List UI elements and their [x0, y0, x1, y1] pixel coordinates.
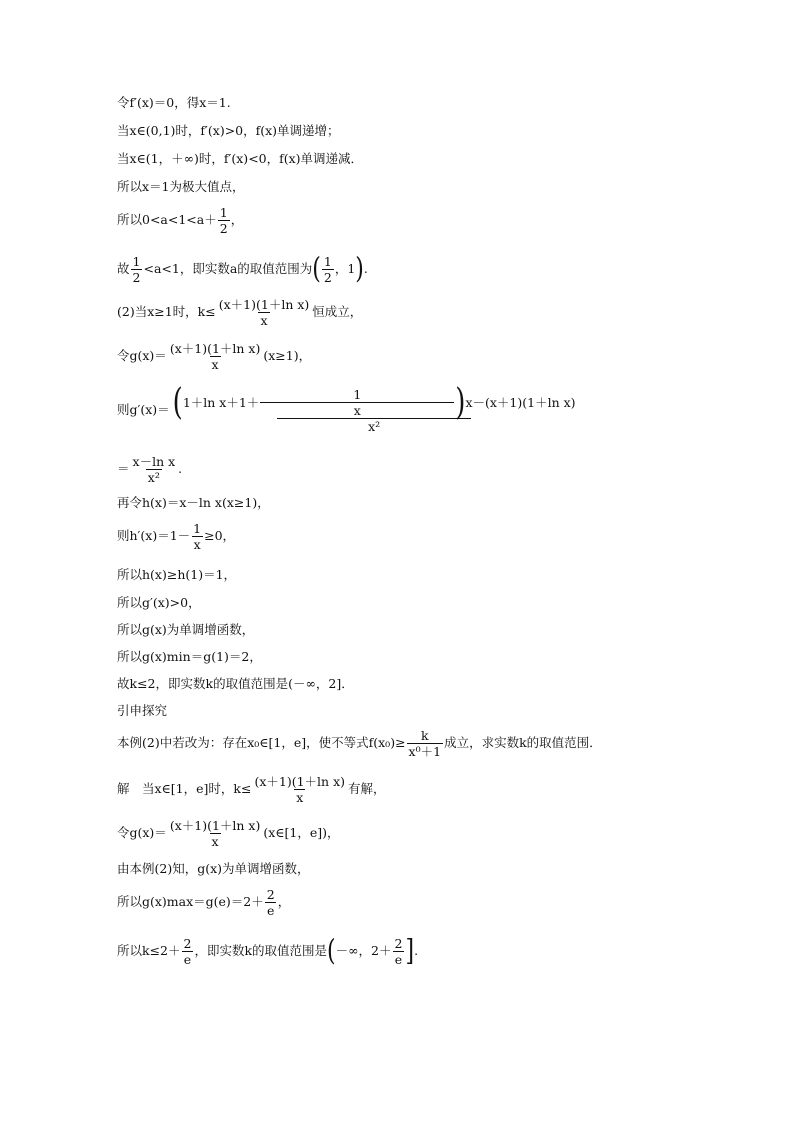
- text-line-18: [117, 729, 602, 758]
- line-text: 所以g(x)为单调增函数，: [117, 622, 255, 637]
- line-text: ，1: [334, 261, 356, 277]
- line-text: 故k≤2，即实数k的取值范围是(－∞，2]．: [117, 676, 354, 691]
- fraction: [407, 729, 444, 758]
- text-line-16: [117, 651, 262, 664]
- fraction-numerator: (x＋1)(1＋ln x): [169, 341, 261, 356]
- text-line-20: [117, 819, 340, 848]
- text-line-22: [117, 888, 290, 917]
- text-line-14: [117, 597, 201, 610]
- text-line-10: [117, 455, 182, 484]
- line-text: 本例(2)中若改为：存在x₀∈[1，e]，使不等式f(x₀)≥: [117, 735, 406, 751]
- open-paren: (: [327, 934, 336, 968]
- line-text: 令f′(x)＝0，得x＝1.: [117, 95, 231, 110]
- fraction: [218, 206, 230, 235]
- fraction: [252, 775, 347, 804]
- line-text: 所以0<a<1<a＋: [117, 212, 217, 228]
- close-paren: ): [455, 381, 466, 424]
- text-line-9: [117, 381, 579, 435]
- fraction-denominator: x²: [277, 418, 471, 433]
- line-text: .: [178, 461, 183, 477]
- line-text: 由本例(2)知，g(x)为单调增函数，: [117, 861, 310, 876]
- fraction-numerator: x－ln x: [132, 454, 176, 469]
- text-line-3: [117, 153, 363, 166]
- line-text: 令g(x)＝: [117, 825, 167, 841]
- fraction-denominator: 2: [323, 270, 332, 286]
- text-line-15: [117, 624, 254, 637]
- fraction: [168, 819, 263, 848]
- fraction-numerator: k: [421, 728, 429, 743]
- fraction: [322, 255, 334, 284]
- line-text: －∞，2＋: [335, 943, 392, 959]
- text-line-17: [117, 678, 354, 691]
- fraction: [131, 255, 143, 284]
- numerator-text: 1＋ln x＋1＋: [182, 395, 260, 411]
- fraction: [131, 455, 178, 484]
- fraction-numerator: 1: [132, 254, 141, 269]
- fraction-denominator: x: [211, 834, 219, 850]
- fraction-denominator: x⁰＋1: [408, 744, 442, 760]
- line-text: 当x∈(1，＋∞)时，f′(x)<0，f(x)单调递减．: [117, 151, 364, 166]
- text-line-2: [117, 125, 340, 138]
- text-line-5: [117, 206, 243, 235]
- line-text: (x≥1)，: [263, 348, 312, 364]
- fraction-numerator: 1: [353, 387, 362, 402]
- fraction: [191, 522, 203, 551]
- line-text: 则g′(x)＝: [117, 402, 170, 418]
- period: .: [414, 943, 419, 959]
- inner-fraction: [260, 388, 454, 417]
- line-text: 有解，: [348, 781, 386, 797]
- fraction-denominator: e: [394, 952, 403, 968]
- line-text: (x∈[1，e])，: [263, 825, 340, 841]
- text-line-6: [117, 252, 368, 286]
- line-text: 再令h(x)＝x－ln x(x≥1)，: [117, 495, 270, 510]
- line-text: 所以g(x)max＝g(e)＝2＋: [117, 894, 264, 910]
- line-text: ，即实数k的取值范围是: [194, 943, 328, 959]
- line-text: 恒成立，: [312, 304, 363, 320]
- close-bracket: ]: [405, 934, 415, 968]
- fraction-denominator: x: [260, 313, 268, 329]
- text-line-21: [117, 863, 310, 876]
- line-text: 故: [117, 261, 130, 277]
- fraction: [182, 937, 194, 966]
- line-text: 所以g′(x)>0，: [117, 595, 201, 610]
- heading-text: 引申探究: [117, 703, 168, 718]
- fraction-numerator: 2: [394, 936, 403, 951]
- line-text: 成立，求实数k的取值范围．: [444, 735, 602, 751]
- fraction-numerator: 1: [323, 254, 332, 269]
- line-text: 所以h(x)≥h(1)＝1，: [117, 567, 237, 582]
- text-line-23: [117, 934, 419, 968]
- open-paren: (: [312, 252, 321, 286]
- fraction-denominator: 2: [132, 270, 141, 286]
- fraction-denominator: x: [296, 790, 304, 806]
- text-line-13: [117, 569, 236, 582]
- line-text: ≥0，: [204, 528, 236, 544]
- fraction-numerator: 2: [183, 936, 192, 951]
- text-line-7: [117, 298, 362, 327]
- line-text: (2)当x≥1时，k≤: [117, 304, 216, 320]
- fraction: [168, 342, 263, 371]
- line-text: 所以k≤2＋: [117, 943, 181, 959]
- close-paren: ): [355, 252, 364, 286]
- numerator-text: x－(x＋1)(1＋ln x): [465, 395, 576, 411]
- fraction-numerator: (x＋1)(1＋ln x): [169, 818, 261, 833]
- fraction-denominator: e: [183, 952, 192, 968]
- fraction-denominator: x: [193, 537, 201, 553]
- fraction-numerator: (x＋1)(1＋ln x): [218, 297, 310, 312]
- open-paren: (: [172, 381, 183, 424]
- fraction-numerator: (x＋1)(1＋ln x): [254, 774, 346, 789]
- text-line-4: [117, 181, 245, 194]
- line-text: 当x∈(0,1)时，f′(x)>0，f(x)单调递增；: [117, 123, 340, 138]
- line-text: ，: [230, 212, 244, 228]
- text-line-19: [117, 775, 386, 804]
- line-text: 所以g(x)min＝g(1)＝2，: [117, 649, 262, 664]
- fraction-denominator: x: [260, 402, 454, 417]
- line-text: 所以x＝1为极大值点，: [117, 179, 245, 194]
- text-line-8: [117, 342, 311, 371]
- line-text: 令g(x)＝: [117, 348, 167, 364]
- text-line-1: [117, 97, 231, 110]
- fraction: [171, 381, 578, 435]
- fraction-denominator: e: [267, 903, 275, 919]
- fraction-numerator: 1: [193, 521, 202, 536]
- fraction-numerator: 2: [266, 887, 275, 902]
- period: .: [363, 261, 368, 277]
- fraction: [265, 888, 277, 917]
- fraction: [217, 298, 312, 327]
- fraction-denominator: 2: [219, 221, 228, 237]
- line-text: 解 当x∈[1，e]时，k≤: [117, 781, 252, 797]
- line-text: 则h′(x)＝1－: [117, 528, 191, 544]
- fraction-numerator: [171, 381, 578, 424]
- text-line-12: [117, 522, 235, 551]
- section-heading: [117, 705, 167, 718]
- fraction: [393, 937, 405, 966]
- fraction-denominator: x: [211, 357, 219, 373]
- line-text: ＝: [117, 461, 130, 477]
- line-text: <a<1，即实数a的取值范围为: [143, 261, 313, 277]
- text-line-11: [117, 497, 270, 510]
- fraction-denominator: x²: [147, 470, 160, 486]
- fraction-numerator: 1: [219, 205, 228, 220]
- line-text: ，: [277, 894, 291, 910]
